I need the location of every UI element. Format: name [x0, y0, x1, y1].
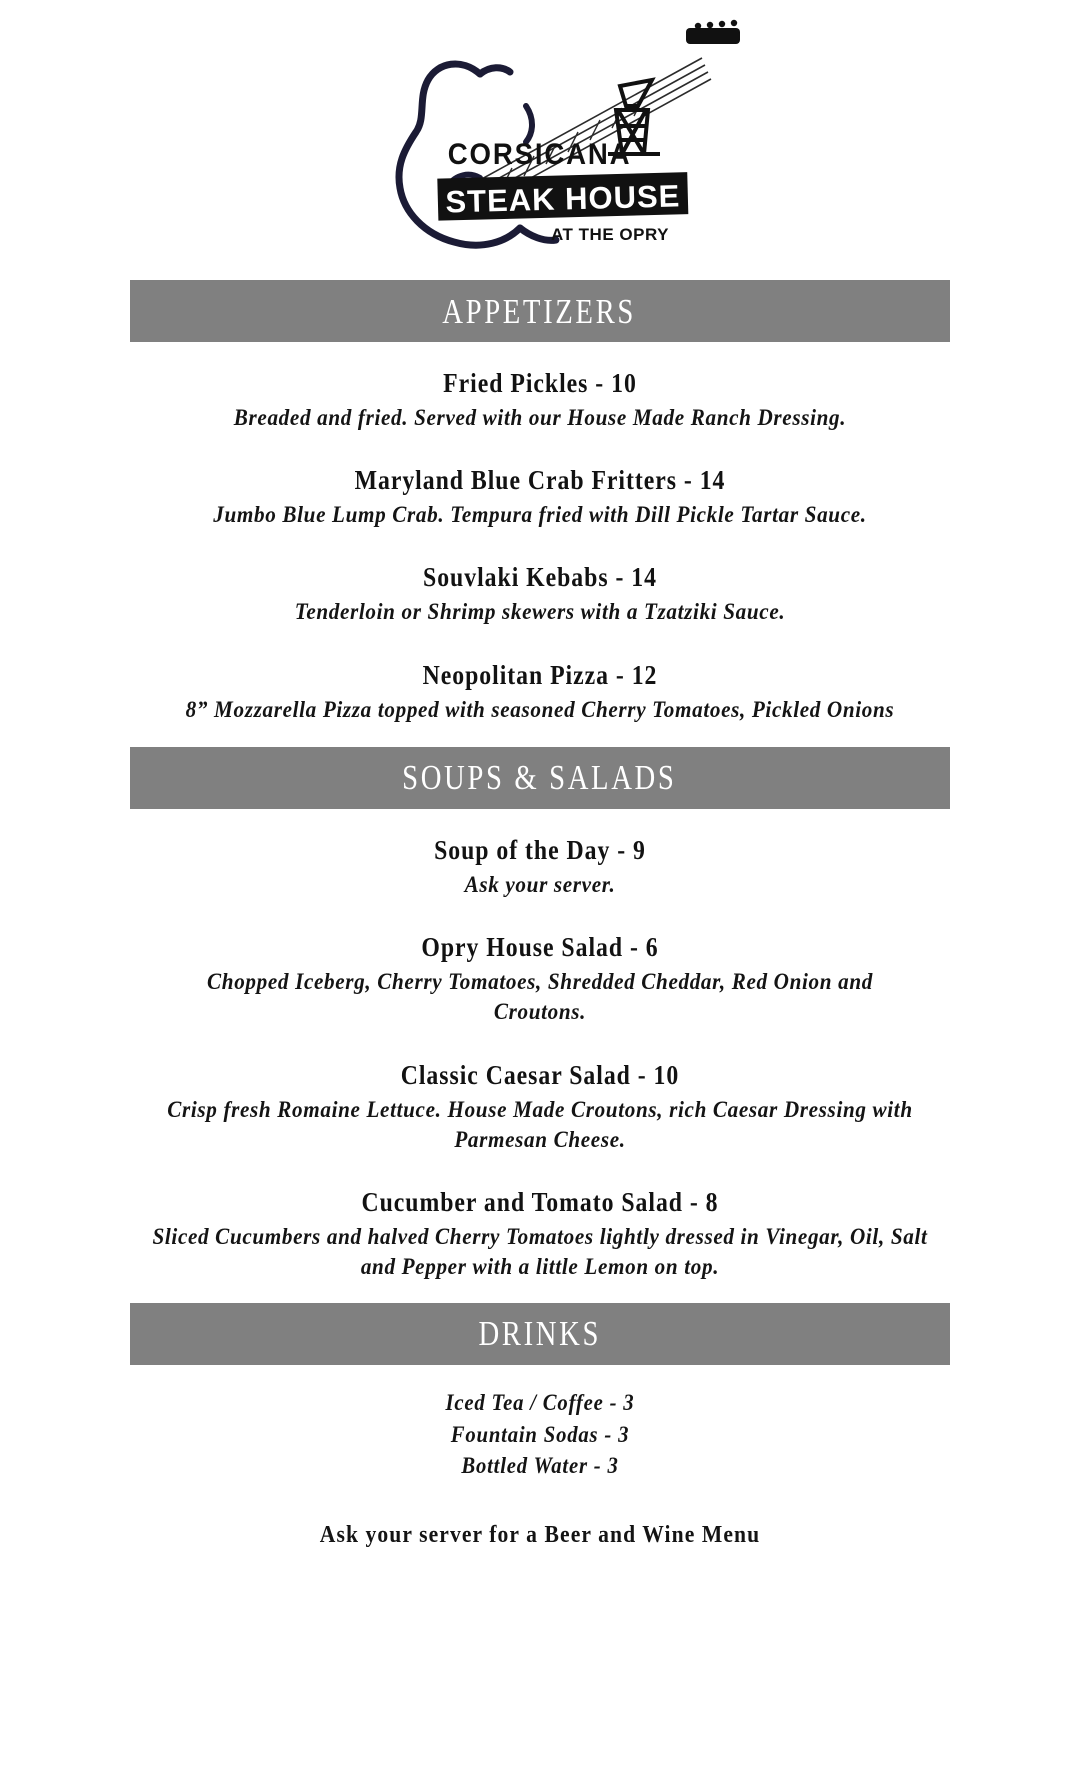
menu-item-name: Opry House Salad - 6	[420, 932, 659, 963]
menu-item-description: 8” Mozzarella Pizza topped with seasoned Cherry Tomatoes, Pickled Onions	[185, 696, 894, 722]
menu-item-name: Souvlaki Kebabs - 14	[422, 562, 657, 593]
menu-item-description: Sliced Cucumbers and halved Cherry Tomatoes lightly dressed in Vinegar, Oil, Salt and Pepper with a little Lemon on top.	[151, 1224, 928, 1280]
section-header-bar	[130, 280, 950, 342]
logo-brand-top: CORSICANA	[447, 137, 631, 172]
menu-item	[100, 809, 980, 900]
menu-item-description: Jumbo Blue Lump Crab. Tempura fried with Dill Pickle Tartar Sauce.	[212, 502, 867, 528]
section-appetizers	[0, 280, 1079, 747]
menu-item-name: Fried Pickles - 10	[442, 368, 637, 398]
section-title: DRINKS	[478, 1314, 601, 1354]
section-header-bar	[130, 747, 950, 809]
menu-item-list	[100, 342, 980, 747]
section-title: SOUPS & SALADS	[402, 758, 677, 798]
drink-item: Iced Tea / Coffee - 3	[445, 1389, 634, 1415]
menu-item	[100, 638, 980, 725]
section-header-bar	[130, 1303, 950, 1365]
menu-item-description: Chopped Iceberg, Cherry Tomatoes, Shredded Cheddar, Red Onion and Croutons.	[206, 968, 873, 1025]
menu-item-list	[100, 809, 980, 1303]
drink-item: Bottled Water - 3	[460, 1453, 619, 1479]
menu-item	[100, 443, 980, 530]
menu-item-name: Soup of the Day - 9	[433, 834, 646, 865]
drink-item: Fountain Sodas - 3	[450, 1421, 629, 1447]
footer-note: Ask your server for a Beer and Wine Menu	[319, 1522, 760, 1549]
guitar-logo-icon	[330, 14, 750, 264]
section-title: APPETIZERS	[442, 291, 637, 331]
section-drinks	[0, 1303, 1079, 1549]
menu-item-name: Cucumber and Tomato Salad - 8	[360, 1187, 719, 1218]
logo-block	[0, 0, 1079, 280]
menu-item-name: Classic Caesar Salad - 10	[400, 1059, 679, 1090]
menu-item-name: Neopolitan Pizza - 12	[422, 659, 657, 690]
menu-item-description: Tenderloin or Shrimp skewers with a Tzatziki Sauce.	[294, 599, 785, 625]
logo-brand-main: STEAK HOUSE	[444, 178, 681, 220]
menu-item-description: Crisp fresh Romaine Lettuce. House Made Croutons, rich Caesar Dressing with Parmesan Cheese.	[166, 1096, 913, 1152]
menu-item	[100, 540, 980, 627]
menu-item	[100, 910, 980, 1028]
drink-list	[100, 1365, 980, 1482]
restaurant-logo	[330, 14, 750, 264]
menu-item-description: Ask your server.	[464, 871, 615, 897]
menu-item-name: Maryland Blue Crab Fritters - 14	[354, 465, 725, 496]
menu-item	[100, 1038, 980, 1156]
logo-brand-sub: AT THE OPRY	[550, 225, 669, 244]
menu-item-description: Breaded and fried. Served with our House Made Ranch Dressing.	[233, 404, 846, 430]
menu-item	[100, 1165, 980, 1283]
section-soups-salads	[0, 747, 1079, 1303]
menu-item	[100, 342, 980, 433]
